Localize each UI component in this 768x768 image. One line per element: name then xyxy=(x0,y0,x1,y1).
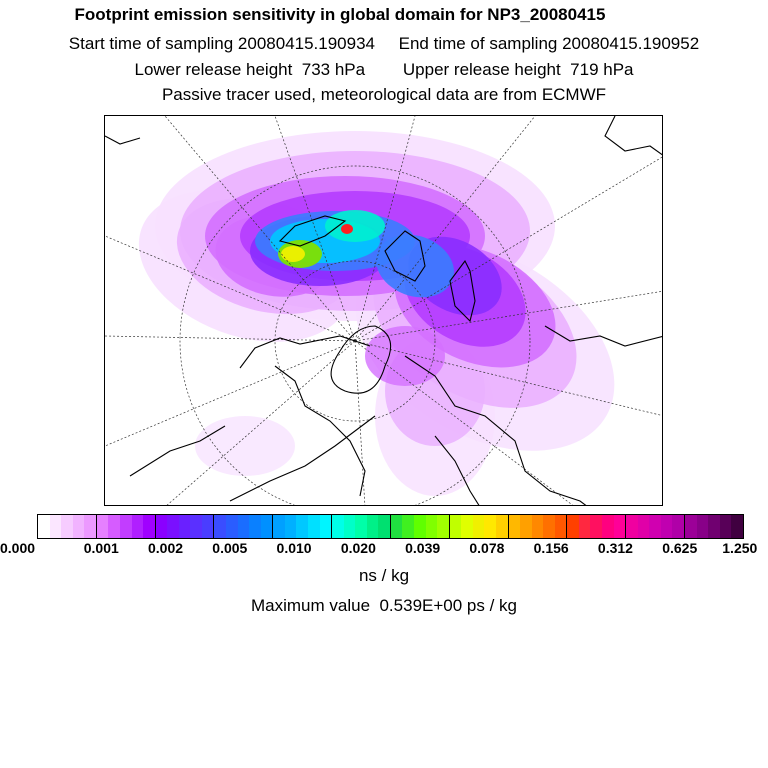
colorbar-tick-label: 0.625 xyxy=(662,540,698,556)
colorbar-bin xyxy=(391,515,403,538)
colorbar-tick-label: 1.250 xyxy=(722,540,758,556)
colorbar-bin xyxy=(73,515,85,538)
colorbar-bin xyxy=(590,515,602,538)
colorbar-bin xyxy=(532,515,544,538)
colorbar-bin xyxy=(238,515,250,538)
coastline xyxy=(605,116,663,156)
colorbar-bin xyxy=(273,515,285,538)
maximum-value-text: Maximum value 0.539E+00 ps / kg xyxy=(251,596,517,615)
release-height-line: Lower release height 733 hPa Upper release height 719 hPa xyxy=(134,60,634,79)
colorbar-bin xyxy=(378,515,391,538)
colorbar-bin xyxy=(355,515,367,538)
coastline xyxy=(275,366,365,496)
colorbar-bin xyxy=(426,515,438,538)
footprint-map xyxy=(104,115,663,506)
colorbar-bin xyxy=(261,515,274,538)
colorbar-bin xyxy=(626,515,638,538)
colorbar xyxy=(37,514,744,539)
footprint-map-svg xyxy=(105,116,663,506)
colorbar-bin xyxy=(649,515,661,538)
colorbar-bin xyxy=(473,515,485,538)
colorbar-bin xyxy=(708,515,720,538)
plot-title: Footprint emission sensitivity in global domain for NP3_20080415 xyxy=(74,5,606,24)
colorbar-bin xyxy=(437,515,450,538)
colorbar-bin xyxy=(731,515,743,538)
colorbar-bin xyxy=(567,515,579,538)
sensitivity-blob xyxy=(195,416,295,476)
colorbar-bin xyxy=(249,515,261,538)
colorbar-tick-label: 0.001 xyxy=(83,540,119,556)
colorbar-tick-label: 0.000 xyxy=(0,540,36,556)
colorbar-bin xyxy=(50,515,62,538)
colorbar-bin xyxy=(332,515,344,538)
sampling-time-line: Start time of sampling 20080415.190934 End time of sampling 20080415.190952 xyxy=(68,34,700,53)
colorbar-bin xyxy=(414,515,426,538)
colorbar-bin xyxy=(720,515,732,538)
colorbar-bin xyxy=(461,515,473,538)
colorbar-bin xyxy=(108,515,120,538)
colorbar-bin xyxy=(61,515,73,538)
tracer-info-line: Passive tracer used, meteorological data are from ECMWF xyxy=(161,85,607,104)
colorbar-bin xyxy=(344,515,356,538)
colorbar-tick-label: 0.312 xyxy=(597,540,633,556)
colorbar-bin xyxy=(156,515,168,538)
colorbar-bin xyxy=(143,515,156,538)
colorbar-bin xyxy=(120,515,132,538)
colorbar-units: ns / kg xyxy=(358,566,410,585)
coastline xyxy=(105,136,140,144)
colorbar-bin xyxy=(285,515,297,538)
colorbar-bin xyxy=(520,515,532,538)
colorbar-bin xyxy=(190,515,202,538)
colorbar-bin xyxy=(543,515,555,538)
colorbar-bin xyxy=(84,515,97,538)
colorbar-bin xyxy=(697,515,709,538)
colorbar-tick-label: 0.039 xyxy=(405,540,441,556)
colorbar-bin xyxy=(308,515,320,538)
colorbar-bin xyxy=(450,515,462,538)
colorbar-bin xyxy=(661,515,673,538)
colorbar-bin xyxy=(402,515,414,538)
colorbar-bin xyxy=(555,515,568,538)
colorbar-bin xyxy=(602,515,614,538)
colorbar-bin xyxy=(672,515,685,538)
colorbar-bin xyxy=(367,515,379,538)
colorbar-bin xyxy=(509,515,521,538)
colorbar-bin xyxy=(614,515,627,538)
colorbar-tick-label: 0.020 xyxy=(340,540,376,556)
colorbar-bin xyxy=(97,515,109,538)
colorbar-bin xyxy=(226,515,238,538)
colorbar-bin xyxy=(638,515,650,538)
colorbar-bin xyxy=(132,515,144,538)
colorbar-bin xyxy=(579,515,591,538)
colorbar-bin xyxy=(167,515,179,538)
sensitivity-blob xyxy=(325,210,385,242)
colorbar-tick-label: 0.078 xyxy=(469,540,505,556)
colorbar-tick-label: 0.156 xyxy=(533,540,569,556)
colorbar-bin xyxy=(484,515,496,538)
sensitivity-blob xyxy=(341,224,353,234)
colorbar-tick-label: 0.010 xyxy=(276,540,312,556)
colorbar-bin xyxy=(179,515,191,538)
colorbar-bin xyxy=(496,515,509,538)
colorbar-bin xyxy=(320,515,333,538)
colorbar-tick-label: 0.002 xyxy=(148,540,184,556)
colorbar-bin xyxy=(296,515,308,538)
colorbar-bin xyxy=(202,515,215,538)
colorbar-bin xyxy=(38,515,50,538)
colorbar-bin xyxy=(214,515,226,538)
sensitivity-blob xyxy=(281,246,305,262)
colorbar-tick-label: 0.005 xyxy=(212,540,248,556)
colorbar-bin xyxy=(685,515,697,538)
